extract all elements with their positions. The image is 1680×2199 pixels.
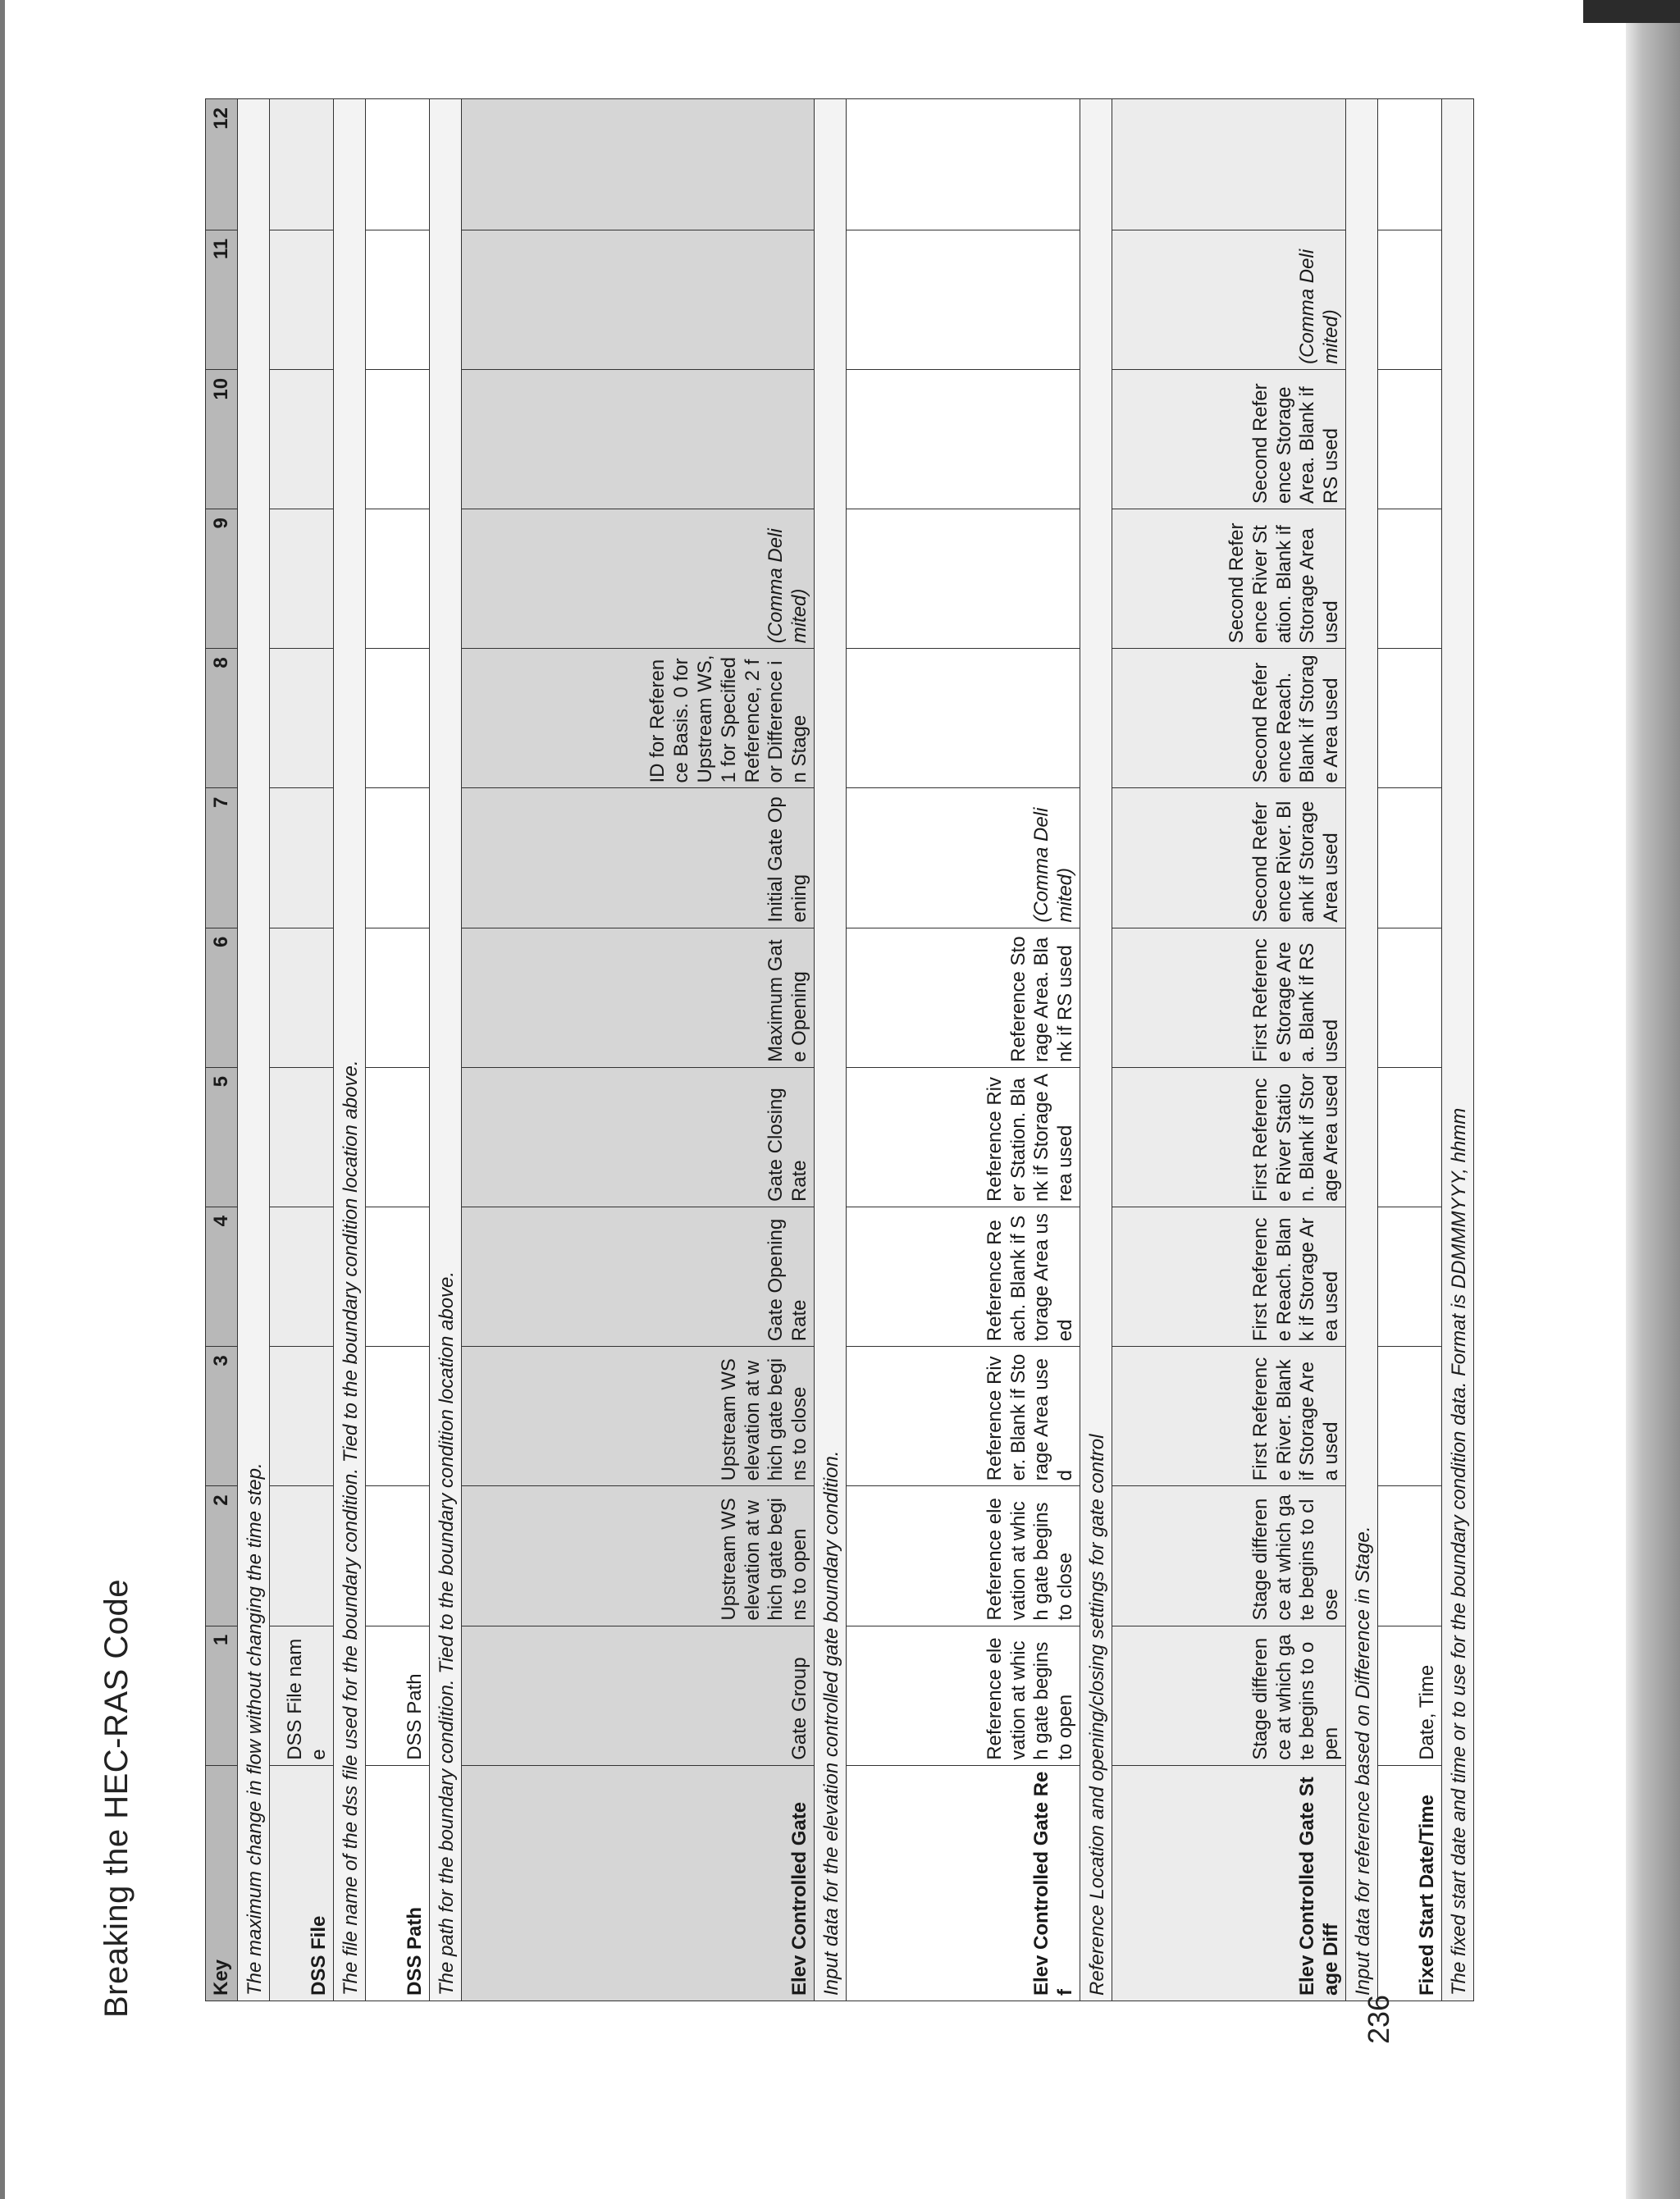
- empty-cell: [366, 1347, 430, 1486]
- stage-diff-cell: (Comma Delimited): [1112, 230, 1346, 369]
- empty-cell: [1378, 1067, 1442, 1207]
- table-row: [270, 99, 334, 2001]
- header-key: Key: [206, 1765, 238, 2001]
- empty-cell: [1378, 649, 1442, 788]
- header-col-9: 9: [206, 509, 238, 649]
- empty-cell: [270, 788, 334, 928]
- table-row: [1442, 99, 1474, 2001]
- empty-cell: [366, 369, 430, 509]
- table-row: [334, 99, 366, 2001]
- stage-diff-cell: Stage difference at which gate begins to open: [1112, 1626, 1346, 1765]
- header-col-6: 6: [206, 928, 238, 1067]
- empty-cell: [270, 1067, 334, 1207]
- header-col-12: 12: [206, 99, 238, 230]
- row-key-elev-gate-stage-diff: Elev Controlled Gate Stage Diff: [1112, 1765, 1346, 2001]
- empty-cell: [1378, 230, 1442, 369]
- elev-gate-cell: Gate Group: [462, 1626, 815, 1765]
- empty-cell: [1378, 509, 1442, 649]
- rotated-page: [98, 82, 1471, 2051]
- desc-dss-file: The file name of the dss file used for the boundary condition. Tied to the boundary condition location above.: [334, 99, 366, 2001]
- elev-gate-ref-cell: Reference Storage Area. Blank if RS used: [847, 928, 1080, 1067]
- header-col-10: 10: [206, 369, 238, 509]
- elev-gate-ref-cell: Reference elevation at which gate begins to close: [847, 1486, 1080, 1626]
- empty-cell: [462, 369, 815, 509]
- empty-cell: [366, 509, 430, 649]
- scan-left-edge: [0, 0, 5, 2199]
- fixed-start-cell: Date, Time: [1378, 1626, 1442, 1765]
- empty-cell: [270, 99, 334, 230]
- elev-gate-ref-cell: Reference elevation at which gate begins to open: [847, 1626, 1080, 1765]
- dss-file-name-cell: DSS File name: [270, 1626, 334, 1765]
- stage-diff-cell: Second Reference Storage Area. Blank if RS used: [1112, 369, 1346, 509]
- table-row: [462, 99, 815, 2001]
- table-row: [1080, 99, 1112, 2001]
- header-col-5: 5: [206, 1067, 238, 1207]
- empty-cell: [462, 99, 815, 230]
- elev-gate-cell: Upstream WS elevation at which gate begins to close: [462, 1347, 815, 1486]
- table-row: [815, 99, 847, 2001]
- row-key-elev-gate-ref: Elev Controlled Gate Ref: [847, 1765, 1080, 2001]
- empty-cell: [366, 1486, 430, 1626]
- elev-gate-cell: Gate Opening Rate: [462, 1207, 815, 1347]
- elev-gate-cell: Maximum Gate Opening: [462, 928, 815, 1067]
- empty-cell: [270, 649, 334, 788]
- stage-diff-cell: First Reference River Station. Blank if Storage Area used: [1112, 1067, 1346, 1207]
- row-key-fixed-start: Fixed Start Date/Time: [1378, 1765, 1442, 2001]
- empty-cell: [847, 509, 1080, 649]
- stage-diff-cell: First Reference Reach. Blank if Storage Area used: [1112, 1207, 1346, 1347]
- elev-gate-ref-cell: Reference River Station. Blank if Storage Area used: [847, 1067, 1080, 1207]
- stage-diff-cell: First Reference River. Blank if Storage Area used: [1112, 1347, 1346, 1486]
- stage-diff-cell: Stage difference at which gate begins to close: [1112, 1486, 1346, 1626]
- scan-right-shadow: [1626, 0, 1680, 2199]
- elev-gate-cell: Gate Closing Rate: [462, 1067, 815, 1207]
- elev-gate-cell: Initial Gate Opening: [462, 788, 815, 928]
- elev-gate-ref-cell: Reference Reach. Blank if Storage Area used: [847, 1207, 1080, 1347]
- empty-cell: [847, 369, 1080, 509]
- empty-cell: [847, 230, 1080, 369]
- empty-cell: [270, 1207, 334, 1347]
- desc-ref-loc: Reference Location and opening/closing settings for gate control: [1080, 99, 1112, 2001]
- desc-max-change: The maximum change in flow without changing the time step.: [238, 99, 270, 2001]
- header-col-2: 2: [206, 1486, 238, 1626]
- header-row: [206, 99, 238, 2001]
- scan-corner-shadow: [1583, 0, 1680, 23]
- elev-gate-cell: (Comma Delimited): [462, 509, 815, 649]
- stage-diff-cell: Second Reference River. Blank if Storage Area used: [1112, 788, 1346, 928]
- row-key-elev-gate: Elev Controlled Gate: [462, 1765, 815, 2001]
- empty-cell: [847, 99, 1080, 230]
- header-col-1: 1: [206, 1626, 238, 1765]
- desc-fixed-start: The fixed start date and time or to use for the boundary condition data. Format is DDMMMYYY, hhmm: [1442, 99, 1474, 2001]
- empty-cell: [270, 928, 334, 1067]
- table-row: [1378, 99, 1442, 2001]
- empty-cell: [366, 99, 430, 230]
- key-table: [205, 98, 1474, 2001]
- header-col-7: 7: [206, 788, 238, 928]
- row-key-dss-file: DSS File: [270, 1765, 334, 2001]
- desc-elev-gate: Input data for the elevation controlled gate boundary condition.: [815, 99, 847, 2001]
- empty-cell: [270, 1347, 334, 1486]
- empty-cell: [847, 649, 1080, 788]
- empty-cell: [366, 788, 430, 928]
- empty-cell: [366, 1067, 430, 1207]
- empty-cell: [462, 230, 815, 369]
- empty-cell: [366, 1207, 430, 1347]
- elev-gate-cell: ID for Reference Basis. 0 for Upstream WS, 1 for Specified Reference, 2 for Difference in Stage: [462, 649, 815, 788]
- table-row: [366, 99, 430, 2001]
- desc-stage-diff: Input data for reference based on Difference in Stage.: [1346, 99, 1378, 2001]
- empty-cell: [1378, 369, 1442, 509]
- stage-diff-cell: Second Reference River Station. Blank if Storage Area used: [1112, 509, 1346, 649]
- row-key-dss-path: DSS Path: [366, 1765, 430, 2001]
- table-row: [1112, 99, 1346, 2001]
- empty-cell: [366, 230, 430, 369]
- dss-path-cell: DSS Path: [366, 1626, 430, 1765]
- table-row: [430, 99, 462, 2001]
- header-col-4: 4: [206, 1207, 238, 1347]
- empty-cell: [1378, 1486, 1442, 1626]
- stage-diff-cell: Second Reference Reach. Blank if Storage Area used: [1112, 649, 1346, 788]
- table-row: [847, 99, 1080, 2001]
- empty-cell: [366, 928, 430, 1067]
- empty-cell: [1378, 1207, 1442, 1347]
- empty-cell: [1378, 928, 1442, 1067]
- header-col-11: 11: [206, 230, 238, 369]
- table-row: [1346, 99, 1378, 2001]
- table-row: [238, 99, 270, 2001]
- stage-diff-cell: First Reference Storage Area. Blank if RS used: [1112, 928, 1346, 1067]
- empty-cell: [1378, 99, 1442, 230]
- empty-cell: [1112, 99, 1346, 230]
- header-col-8: 8: [206, 649, 238, 788]
- empty-cell: [366, 649, 430, 788]
- empty-cell: [270, 369, 334, 509]
- empty-cell: [270, 1486, 334, 1626]
- elev-gate-ref-cell: (Comma Delimited): [847, 788, 1080, 928]
- elev-gate-ref-cell: Reference River. Blank if Storage Area used: [847, 1347, 1080, 1486]
- empty-cell: [270, 230, 334, 369]
- running-header: Breaking the HEC-RAS Code: [98, 1579, 135, 2018]
- empty-cell: [270, 509, 334, 649]
- elev-gate-cell: Upstream WS elevation at which gate begins to open: [462, 1486, 815, 1626]
- empty-cell: [1378, 788, 1442, 928]
- page-number: 236: [1362, 1994, 1395, 2044]
- desc-dss-path: The path for the boundary condition. Tied to the boundary condition location above.: [430, 99, 462, 2001]
- empty-cell: [1378, 1347, 1442, 1486]
- header-col-3: 3: [206, 1347, 238, 1486]
